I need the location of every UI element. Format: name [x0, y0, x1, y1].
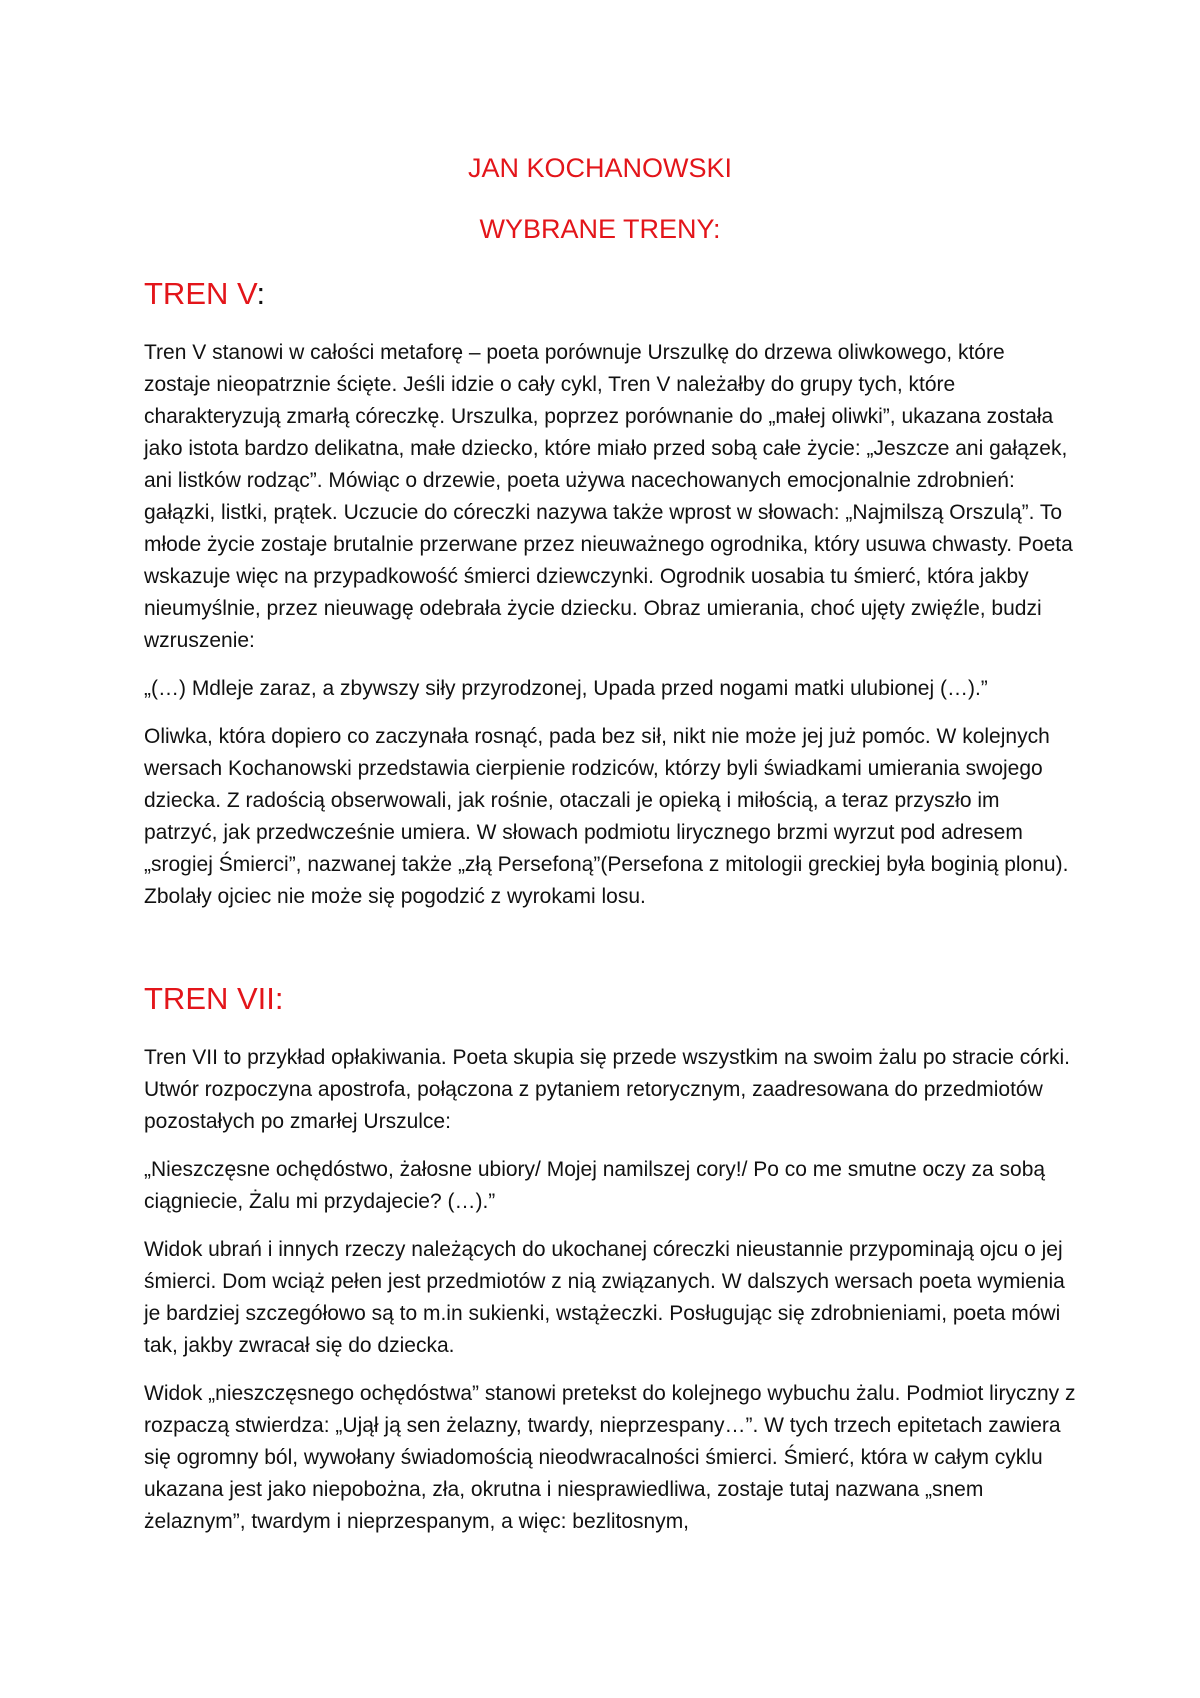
paragraph: Tren V stanowi w całości metaforę – poeta porównuje Urszulkę do drzewa oliwkowego, które zostaje nieopatrznie ścięte. Jeśli idzie o cały cykl, Tren V należałby do grupy tych, które charakteryzują zmarłą córeczkę. Urszulka, poprzez porównanie do „małej oliwki”, ukazana została jako istota bardzo delikatna, małe dziecko, które miało przed sobą całe życie: „Jeszcze ani gałązek, ani listków rodząc”. Mówiąc o drzewie, poeta używa nacechowanych emocjonalnie zdrobnień: gałązki, listki, prątek. Uczucie do córeczki nazywa także wprost w słowach: „Najmilszą Orszulą”. To młode życie zostaje brutalnie przerwane przez nieuważnego ogrodnika, który usuwa chwasty. Poeta wskazuje więc na przypadkowość śmierci dziewczynki. Ogrodnik uosabia tu śmierć, która jakby nieumyślnie, przez nieuwagę odebrała życie dziecku. Obraz umierania, choć ujęty zwięźle, budzi wzruszenie: [144, 341, 1073, 652]
section-heading-tren-vii: TREN VII: [144, 981, 284, 1016]
section-heading-text: TREN V [144, 276, 257, 311]
paragraph: Oliwka, która dopiero co zaczynała rosnąć, pada bez sił, nikt nie może jej już pomóc. W kolejnych wersach Kochanowski przedstawia cierpienie rodziców, którzy byli świadkami umierania swojego dziecka. Z radością obserwowali, jak rośnie, otaczali je opieką i miłością, a teraz przyszło im patrzyć, jak przedwcześnie umiera. W słowach podmiotu lirycznego brzmi wyrzut pod adresem „srogiej Śmierci”, nazwanej także „złą Persefoną”(Persefona z mitologii greckiej była boginią plonu). Zbolały ojciec nie może się pogodzić z wyrokami losu. [144, 725, 1069, 908]
document-title: JAN KOCHANOWSKI [467, 153, 733, 183]
section-heading-colon: : [256, 276, 266, 311]
paragraph: Widok ubrań i innych rzeczy należących do ukochanej córeczki nieustannie przypominają ojcu o jej śmierci. Dom wciąż pełen jest przedmiotów z nią związanych. W dalszych wersach poeta wymienia je bardziej szczegółowo są to m.in sukienki, wstążeczki. Posługując się zdrobnieniami, poeta mówi tak, jakby zwracał się do dziecka. [144, 1238, 1065, 1357]
paragraph: Widok „nieszczęsnego ochędóstwa” stanowi pretekst do kolejnego wybuchu żalu. Podmiot liryczny z rozpaczą stwierdza: „Ujął ją sen żelazny, twardy, nieprzespany…”. W tych trzech epitetach zawiera się ogromny ból, wywołany świadomością nieodwracalności śmierci. Śmierć, która w całym cyklu ukazana jest jako niepobożna, zła, okrutna i niesprawiedliwa, zostaje tutaj nazwana „snem żelaznym”, twardym i nieprzespanym, a więc: bezlitosnym, [144, 1382, 1076, 1533]
quote-paragraph: „(…) Mdleje zaraz, a zbywszy siły przyrodzonej, Upada przed nogami matki ulubionej (…).” [144, 677, 988, 700]
paragraph: Tren VII to przykład opłakiwania. Poeta skupia się przede wszystkim na swoim żalu po stracie córki. Utwór rozpoczyna apostrofa, połączona z pytaniem retorycznym, zaadresowana do przedmiotów pozostałych po zmarłej Urszulce: [144, 1046, 1070, 1133]
document-subtitle: WYBRANE TRENY: [479, 214, 721, 244]
quote-paragraph: „Nieszczęsne ochędóstwo, żałosne ubiory/ Mojej namilszej cory!/ Po co me smutne oczy za sobą ciągniecie, Żalu mi przydajecie? (…).” [144, 1158, 1046, 1213]
section-heading-tren-v [144, 276, 265, 312]
